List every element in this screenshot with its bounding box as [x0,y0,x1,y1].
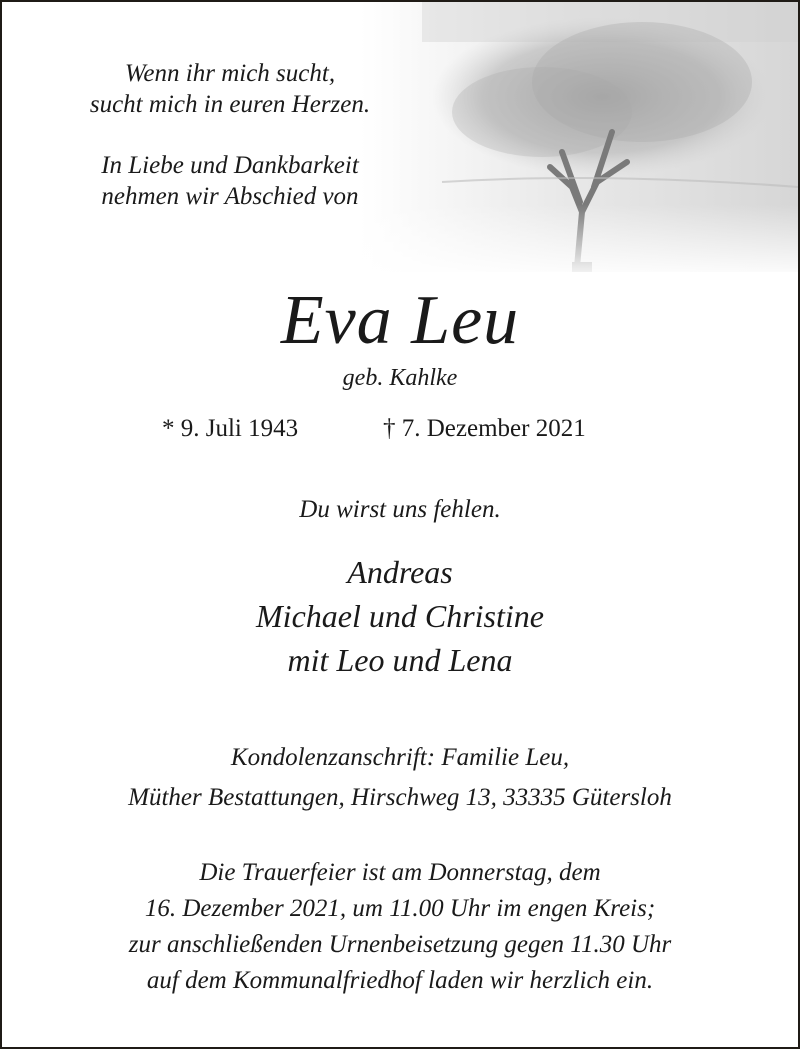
quote-line: In Liebe und Dankbarkeit [101,152,359,179]
condolence-line: Kondolenzanschrift: Familie Leu, [230,744,570,771]
condolence-line: Müther Bestattungen, Hirschweg 13, 33335 Gütersloh [128,784,672,811]
service-line: 16. Dezember 2021, um 11.00 Uhr im engen Kreis; [144,895,656,922]
opening-quote [30,58,430,212]
service-line: zur anschließenden Urnenbeisetzung gegen 11.30 Uhr [128,931,672,958]
quote-line: sucht mich in euren Herzen. [89,91,371,118]
service-line: Die Trauerfeier ist am Donnerstag, dem [199,859,601,886]
service-line: auf dem Kommunalfriedhof laden wir herzlich ein. [146,967,654,994]
maiden-name: geb. Kahlke [342,365,458,391]
quote-line: Wenn ihr mich sucht, [124,60,336,87]
deceased-name: Eva Leu [280,282,520,359]
farewell-line: Du wirst uns fehlen. [299,496,501,523]
mourners-list [0,550,800,682]
birth-date: * 9. Juli 1943 [162,415,299,442]
mourner-line: Michael und Christine [256,598,544,634]
mourner-line: mit Leo und Lena [287,642,513,678]
death-date: † 7. Dezember 2021 [383,415,586,442]
quote-line: nehmen wir Abschied von [101,183,359,210]
condolence-address [0,738,800,818]
service-details [0,855,800,999]
mourner-line: Andreas [347,554,453,590]
